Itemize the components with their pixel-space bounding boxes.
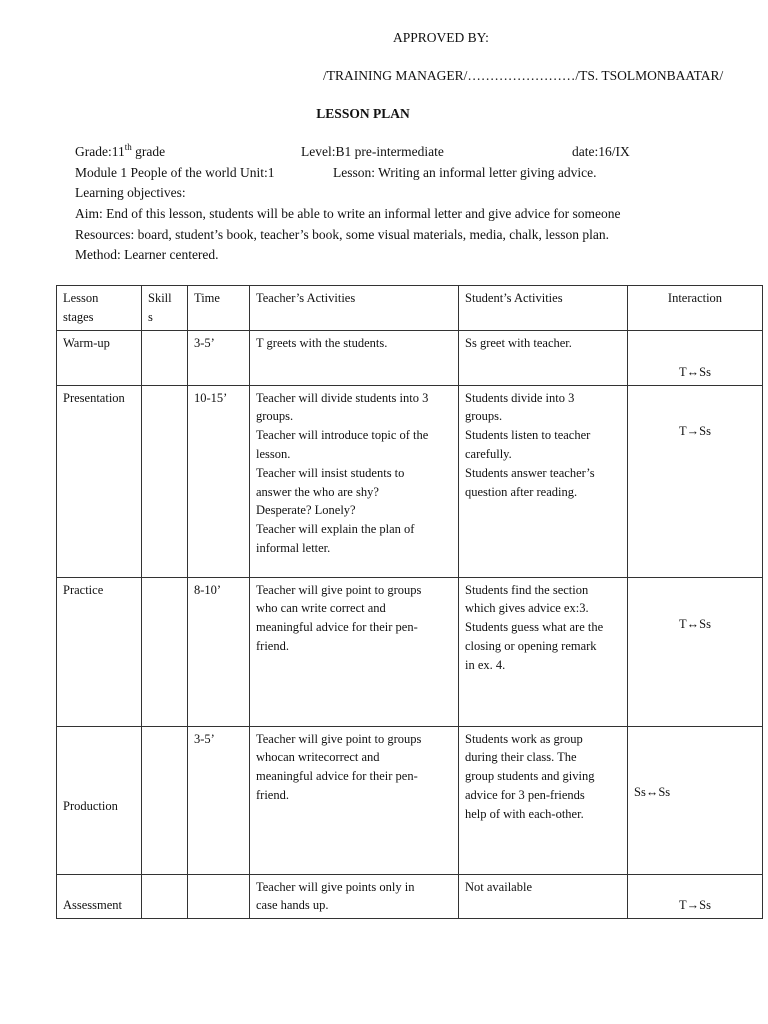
header-lesson-stages: Lesson stages — [57, 286, 142, 331]
header-interaction: Interaction — [628, 286, 763, 331]
student-activities-cell: Ss greet with teacher. — [459, 330, 628, 385]
table-header-row — [57, 286, 763, 331]
teacher-activities-cell: Teacher will divide students into 3 groups. Teacher will introduce topic of the lesson. Teacher will insist students to answer the who are shy? Desperate? Lonely? Teacher will explain the plan of informal letter. — [250, 385, 459, 577]
objectives-label: Learning objectives: — [75, 185, 186, 200]
time-cell: 8-10’ — [188, 577, 250, 726]
header-time: Time — [188, 286, 250, 331]
interaction-cell: T↔Ss — [628, 330, 763, 385]
teacher-activities-cell: T greets with the students. — [250, 330, 459, 385]
skills-cell — [142, 726, 188, 874]
table-row — [57, 330, 763, 385]
student-activities-cell: Students divide into 3 groups. Students listen to teacher carefully. Students answer teacher’s question after reading. — [459, 385, 628, 577]
interaction-cell: T→Ss — [628, 874, 763, 919]
grade-field: Grade:11th grade — [75, 142, 166, 159]
lesson-field: Lesson: Writing an informal letter giving advice. — [333, 165, 597, 180]
approved-by-label: APPROVED BY: — [393, 30, 489, 45]
date-field: date:16/IX — [572, 144, 630, 159]
module-field: Module 1 People of the world Unit:1 — [75, 165, 275, 180]
level-field: Level:B1 pre-intermediate — [301, 144, 444, 159]
student-activities-cell: Students find the section which gives advice ex:3. Students guess what are the closing or opening remark in ex. 4. — [459, 577, 628, 726]
aim-field: Aim: End of this lesson, students will be able to write an informal letter and give advice for someone — [75, 206, 621, 221]
student-activities-cell: Students work as group during their class. The group students and giving advice for 3 pen-friends help of with each-other. — [459, 726, 628, 874]
stage-cell: Warm-up — [57, 330, 142, 385]
table-row — [57, 577, 763, 726]
time-cell — [188, 874, 250, 919]
interaction-cell: T→Ss — [628, 385, 763, 577]
lesson-plan-table — [56, 285, 763, 919]
header-student-activities: Student’s Activities — [459, 286, 628, 331]
stage-cell: Assessment — [57, 874, 142, 919]
interaction-cell: Ss↔Ss — [628, 726, 763, 874]
header-teacher-activities: Teacher’s Activities — [250, 286, 459, 331]
teacher-activities-cell: Teacher will give point to groups who can write correct and meaningful advice for their pen- friend. — [250, 577, 459, 726]
teacher-activities-cell: Teacher will give point to groups whocan writecorrect and meaningful advice for their pen- friend. — [250, 726, 459, 874]
resources-field: Resources: board, student’s book, teacher’s book, some visual materials, media, chalk, lesson plan. — [75, 227, 610, 242]
table-row — [57, 874, 763, 919]
skills-cell — [142, 577, 188, 726]
method-field: Method: Learner centered. — [75, 247, 219, 262]
header-skills: Skill s — [142, 286, 188, 331]
skills-cell — [142, 385, 188, 577]
time-cell: 10-15’ — [188, 385, 250, 577]
interaction-cell: T↔Ss — [628, 577, 763, 726]
table-row — [57, 726, 763, 874]
stage-cell: Presentation — [57, 385, 142, 577]
stage-cell: Production — [57, 726, 142, 874]
time-cell: 3-5’ — [188, 726, 250, 874]
student-activities-cell: Not available — [459, 874, 628, 919]
skills-cell — [142, 330, 188, 385]
table-row — [57, 385, 763, 577]
signature-line: /TRAINING MANAGER/……………………/TS. TSOLMONBAATAR/ — [323, 68, 724, 83]
stage-cell: Practice — [57, 577, 142, 726]
skills-cell — [142, 874, 188, 919]
document-title: LESSON PLAN — [316, 106, 410, 121]
time-cell: 3-5’ — [188, 330, 250, 385]
teacher-activities-cell: Teacher will give points only in case hands up. — [250, 874, 459, 919]
